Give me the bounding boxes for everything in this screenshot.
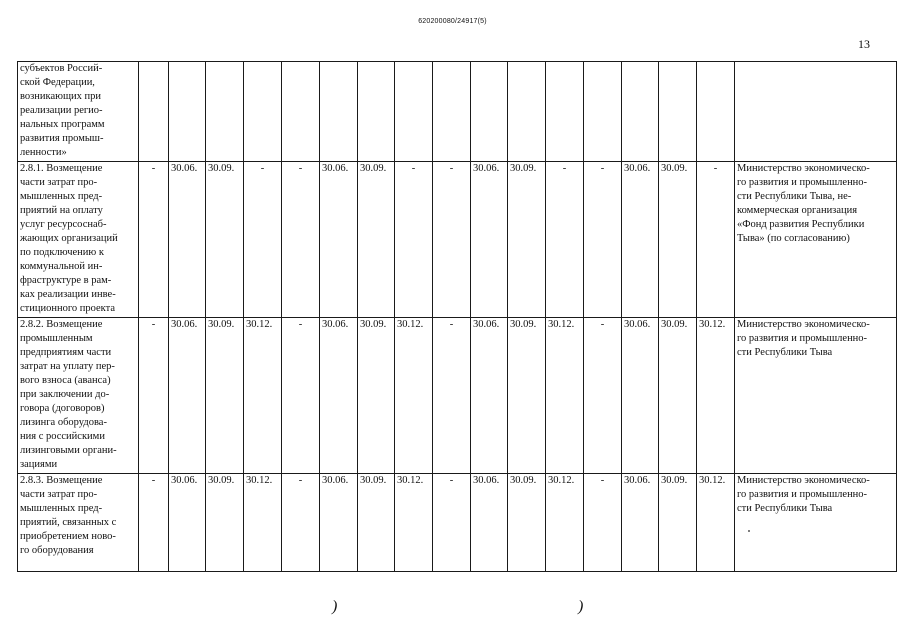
description-line: лизинговыми органи- bbox=[20, 444, 117, 456]
deadline-cell: - bbox=[139, 474, 169, 572]
executor-line: Министерство экономическо- bbox=[737, 163, 870, 174]
description-line: приятий, связанных с bbox=[20, 516, 117, 528]
executor-line: Тыва» (по согласованию) bbox=[737, 232, 850, 244]
description-line: говора (договоров) bbox=[20, 402, 105, 414]
responsible-executor bbox=[735, 62, 897, 162]
executor-line: го развития и промышленно- bbox=[737, 488, 868, 500]
description-line: 2.8.1. Возмещение bbox=[20, 163, 103, 174]
description-line: стиционного проекта bbox=[20, 302, 116, 314]
description-line: 2.8.3. Возмещение bbox=[20, 475, 103, 486]
description-line: ленности» bbox=[20, 146, 67, 158]
executor-line: Министерство экономическо- bbox=[737, 475, 870, 486]
deadline-cell: 30.12. bbox=[546, 474, 584, 572]
deadline-cell: 30.06. bbox=[169, 162, 206, 318]
deadline-cell: - bbox=[139, 162, 169, 318]
executor-line: го развития и промышленно- bbox=[737, 176, 868, 188]
deadline-cell: - bbox=[282, 318, 320, 474]
deadline-cell: - bbox=[584, 162, 622, 318]
measure-description bbox=[18, 162, 139, 318]
deadline-cell: 30.09. bbox=[508, 474, 546, 572]
deadline-cell: - bbox=[282, 162, 320, 318]
executor-line: сти Республики Тыва bbox=[737, 502, 833, 514]
description-line: приятий на оплату bbox=[20, 204, 103, 216]
deadline-cell: 30.09. bbox=[206, 162, 244, 318]
responsible-executor bbox=[735, 162, 897, 318]
description-line: го оборудования bbox=[20, 544, 94, 556]
deadline-cell: - bbox=[433, 318, 471, 474]
deadline-cell bbox=[546, 62, 584, 162]
deadline-cell bbox=[320, 62, 358, 162]
schedule-table bbox=[17, 61, 897, 572]
description-line: субъектов Россий- bbox=[20, 63, 103, 74]
measure-description bbox=[18, 62, 139, 162]
description-line: зациями bbox=[20, 458, 58, 470]
deadline-cell: 30.09. bbox=[206, 318, 244, 474]
description-line: реализации регио- bbox=[20, 104, 103, 116]
executor-line: коммерческая организация bbox=[737, 204, 858, 216]
deadline-cell: - bbox=[244, 162, 282, 318]
deadline-cell: 30.09. bbox=[508, 162, 546, 318]
measure-description bbox=[18, 318, 139, 474]
description-line: ской Федерации, bbox=[20, 76, 95, 88]
deadline-cell: 30.12. bbox=[395, 318, 433, 474]
deadline-cell: 30.12. bbox=[395, 474, 433, 572]
description-line: по подключению к bbox=[20, 246, 104, 258]
deadline-cell: - bbox=[697, 162, 735, 318]
deadline-cell bbox=[139, 62, 169, 162]
deadline-cell bbox=[244, 62, 282, 162]
description-line: жающих организаций bbox=[20, 232, 118, 244]
deadline-cell bbox=[169, 62, 206, 162]
description-line: 2.8.2. Возмещение bbox=[20, 319, 103, 330]
executor-line: сти Республики Тыва, не- bbox=[737, 190, 852, 202]
deadline-cell: - bbox=[584, 474, 622, 572]
description-line: при заключении до- bbox=[20, 388, 110, 400]
deadline-cell: - bbox=[584, 318, 622, 474]
deadline-cell: 30.09. bbox=[659, 318, 697, 474]
table-row bbox=[18, 318, 897, 474]
handwritten-mark: ) bbox=[578, 598, 584, 615]
description-line: мышленных пред- bbox=[20, 502, 103, 514]
description-line: мышленных пред- bbox=[20, 190, 103, 202]
deadline-cell: 30.09. bbox=[508, 318, 546, 474]
description-line: ния с российскими bbox=[20, 430, 105, 442]
deadline-cell: 30.12. bbox=[546, 318, 584, 474]
deadline-cell: 30.06. bbox=[471, 474, 508, 572]
table-row bbox=[18, 162, 897, 318]
deadline-cell: 30.09. bbox=[659, 162, 697, 318]
deadline-cell: 30.12. bbox=[697, 474, 735, 572]
deadline-cell: - bbox=[433, 162, 471, 318]
deadline-cell bbox=[395, 62, 433, 162]
deadline-cell: 30.06. bbox=[471, 162, 508, 318]
deadline-cell: 30.09. bbox=[659, 474, 697, 572]
deadline-cell: - bbox=[282, 474, 320, 572]
deadline-cell bbox=[358, 62, 395, 162]
description-line: приобретением ново- bbox=[20, 530, 116, 542]
deadline-cell bbox=[622, 62, 659, 162]
responsible-executor bbox=[735, 318, 897, 474]
measure-description bbox=[18, 474, 139, 572]
deadline-cell: 30.12. bbox=[697, 318, 735, 474]
description-line: части затрат про- bbox=[20, 176, 98, 188]
deadline-cell: 30.06. bbox=[320, 474, 358, 572]
handwritten-mark: ) bbox=[332, 598, 338, 615]
deadline-cell: 30.06. bbox=[320, 318, 358, 474]
deadline-cell bbox=[508, 62, 546, 162]
description-line: развития промыш- bbox=[20, 132, 104, 144]
description-line: затрат на уплату пер- bbox=[20, 360, 115, 372]
deadline-cell: 30.06. bbox=[320, 162, 358, 318]
deadline-cell bbox=[471, 62, 508, 162]
scan-speck bbox=[748, 530, 750, 532]
deadline-cell bbox=[659, 62, 697, 162]
deadline-cell: 30.06. bbox=[169, 318, 206, 474]
description-line: ках реализации инве- bbox=[20, 288, 116, 300]
deadline-cell: 30.09. bbox=[206, 474, 244, 572]
deadline-cell: 30.06. bbox=[622, 318, 659, 474]
description-line: фраструктуре в рам- bbox=[20, 274, 112, 286]
deadline-cell bbox=[282, 62, 320, 162]
description-line: вого взноса (аванса) bbox=[20, 374, 111, 386]
deadline-cell bbox=[206, 62, 244, 162]
responsible-executor bbox=[735, 474, 897, 572]
description-line: возникающих при bbox=[20, 90, 102, 102]
description-line: услуг ресурсоснаб- bbox=[20, 218, 107, 230]
deadline-cell bbox=[584, 62, 622, 162]
deadline-cell bbox=[433, 62, 471, 162]
page-number: 13 bbox=[858, 37, 870, 51]
deadline-cell: - bbox=[433, 474, 471, 572]
deadline-cell: 30.12. bbox=[244, 474, 282, 572]
deadline-cell: 30.12. bbox=[244, 318, 282, 474]
description-line: части затрат про- bbox=[20, 488, 98, 500]
deadline-cell: 30.06. bbox=[471, 318, 508, 474]
document-id: 620200080/24917(5) bbox=[418, 18, 487, 25]
executor-line: сти Республики Тыва bbox=[737, 346, 833, 358]
executor-line: Министерство экономическо- bbox=[737, 319, 870, 330]
table-row bbox=[18, 474, 897, 572]
executor-line: «Фонд развития Республики bbox=[737, 218, 865, 230]
deadline-cell: 30.06. bbox=[622, 474, 659, 572]
description-line: промышленным bbox=[20, 332, 93, 344]
description-line: предприятиям части bbox=[20, 346, 112, 358]
description-line: коммунальной ин- bbox=[20, 260, 103, 272]
deadline-cell: - bbox=[546, 162, 584, 318]
deadline-cell: 30.06. bbox=[169, 474, 206, 572]
deadline-cell: 30.06. bbox=[622, 162, 659, 318]
table-row bbox=[18, 62, 897, 162]
deadline-cell: 30.09. bbox=[358, 474, 395, 572]
deadline-cell: - bbox=[395, 162, 433, 318]
description-line: лизинга оборудова- bbox=[20, 416, 107, 428]
deadline-cell: 30.09. bbox=[358, 318, 395, 474]
executor-line: го развития и промышленно- bbox=[737, 332, 868, 344]
deadline-cell: 30.09. bbox=[358, 162, 395, 318]
description-line: нальных программ bbox=[20, 118, 105, 130]
deadline-cell bbox=[697, 62, 735, 162]
deadline-cell: - bbox=[139, 318, 169, 474]
